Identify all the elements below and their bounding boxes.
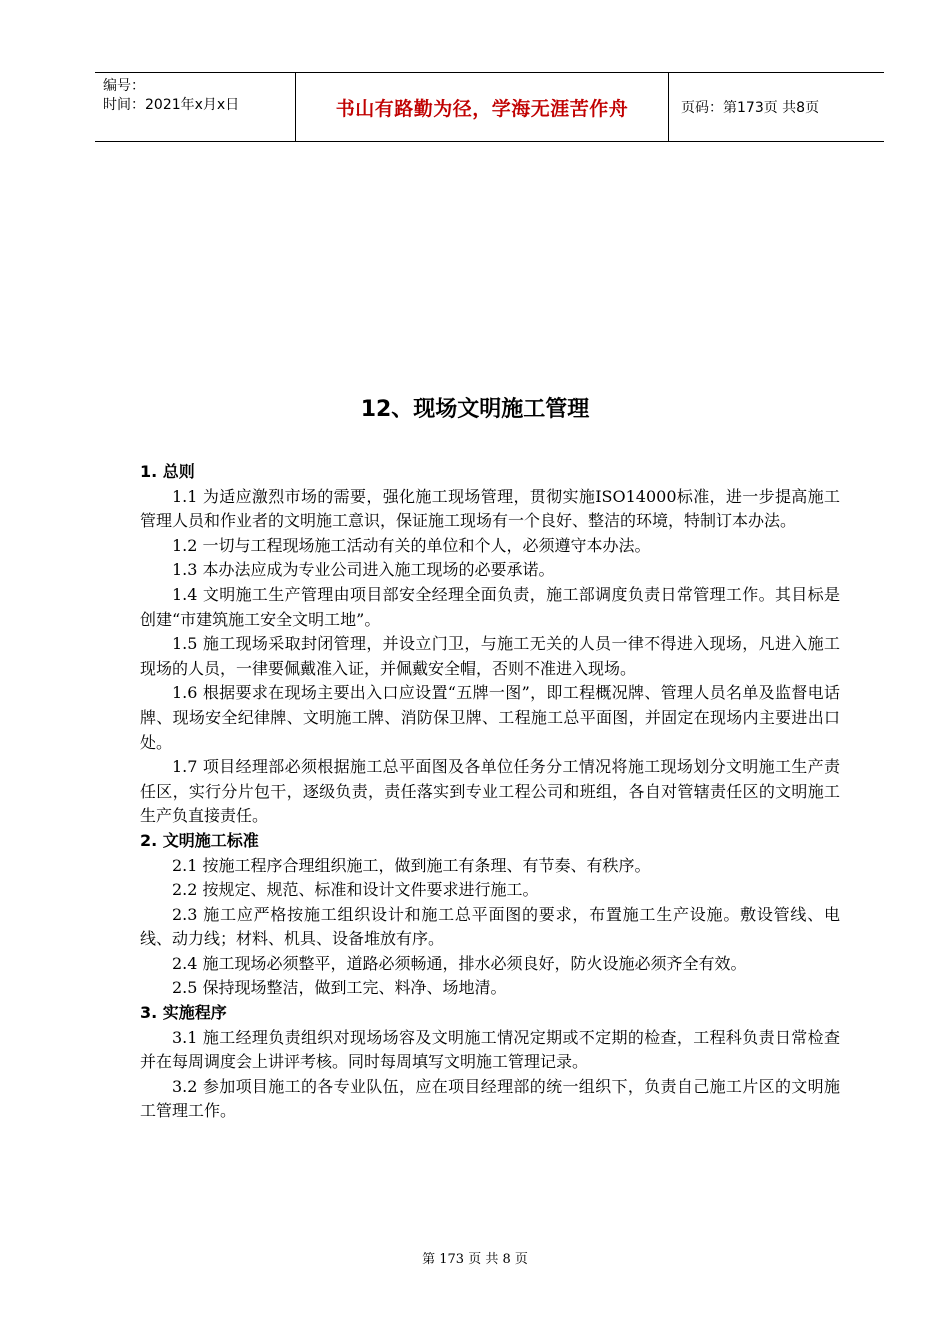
document-title: 12、现场文明施工管理 <box>360 397 590 422</box>
paragraph: 1.5 施工现场采取封闭管理，并设立门卫，与施工无关的人员一律不得进入现场，凡进入施工现场的人员，一律要佩戴准入证，并佩戴安全帽，否则不准进入现场。 <box>140 634 840 678</box>
page-footer: 第 173 页 共 8 页 <box>422 1252 528 1267</box>
paragraph: 2.1 按施工程序合理组织施工，做到施工有条理、有节奏、有秩序。 <box>172 855 651 875</box>
paragraph: 1.2 一切与工程现场施工活动有关的单位和个人，必须遵守本办法。 <box>172 535 651 555</box>
paragraph: 2.2 按规定、规范、标准和设计文件要求进行施工。 <box>172 880 539 900</box>
section <box>140 1001 840 1124</box>
paragraph: 1.6 根据要求在现场主要出入口应设置“五牌一图”，即工程概况牌、管理人员名单及监督电话牌、现场安全纪律牌、文明施工牌、消防保卫牌、工程施工总平面图，并固定在现场内主要进出口处。 <box>140 683 840 752</box>
header-meta <box>95 73 296 141</box>
header-page-info: 页码：第173页 共8页 <box>681 100 820 116</box>
document-time: 时间：2021年x月x日 <box>103 97 240 113</box>
paragraph: 3.1 施工经理负责组织对现场场容及文明施工情况定期或不定期的检查，工程科负责日常检查并在每周调度会上讲评考核。同时每周填写文明施工管理记录。 <box>140 1027 840 1072</box>
paragraph: 1.4 文明施工生产管理由项目部安全经理全面负责，施工部调度负责日常管理工作。其目标是创建“市建筑施工安全文明工地”。 <box>140 584 840 629</box>
document-body <box>140 460 840 1124</box>
document-number: 编号： <box>103 78 145 94</box>
paragraph: 1.7 项目经理部必须根据施工总平面图及各单位任务分工情况将施工现场划分文明施工生产责任区，实行分片包干，逐级负责，责任落实到专业工程公司和班组，各自对管辖责任区的文明施工生产负直接责任。 <box>140 757 840 826</box>
section-heading: 2. 文明施工标准 <box>140 830 259 850</box>
section-heading: 1. 总则 <box>140 462 195 481</box>
paragraph: 3.2 参加项目施工的各专业队伍，应在项目经理部的统一组织下，负责自己施工片区的文明施工管理工作。 <box>140 1076 840 1121</box>
page-header <box>95 72 884 142</box>
paragraph: 2.5 保持现场整洁，做到工完、料净、场地清。 <box>172 978 507 998</box>
section <box>140 460 840 829</box>
section-heading: 3. 实施程序 <box>140 1003 227 1023</box>
paragraph: 2.3 施工应严格按施工组织设计和施工总平面图的要求，布置施工生产设施。敷设管线、电线、动力线；材料、机具、设备堆放有序。 <box>140 904 840 949</box>
paragraph: 1.3 本办法应成为专业公司进入施工现场的必要承诺。 <box>172 560 555 580</box>
section <box>140 829 840 1001</box>
paragraph: 2.4 施工现场必须整平，道路必须畅通，排水必须良好，防火设施必须齐全有效。 <box>172 953 747 973</box>
header-motto: 书山有路勤为径，学海无涯苦作舟 <box>296 73 669 141</box>
paragraph: 1.1 为适应激烈市场的需要，强化施工现场管理，贯彻实施ISO14000标准，进一步提高施工管理人员和作业者的文明施工意识，保证施工现场有一个良好、整洁的环境，特制订本办法。 <box>140 486 840 531</box>
